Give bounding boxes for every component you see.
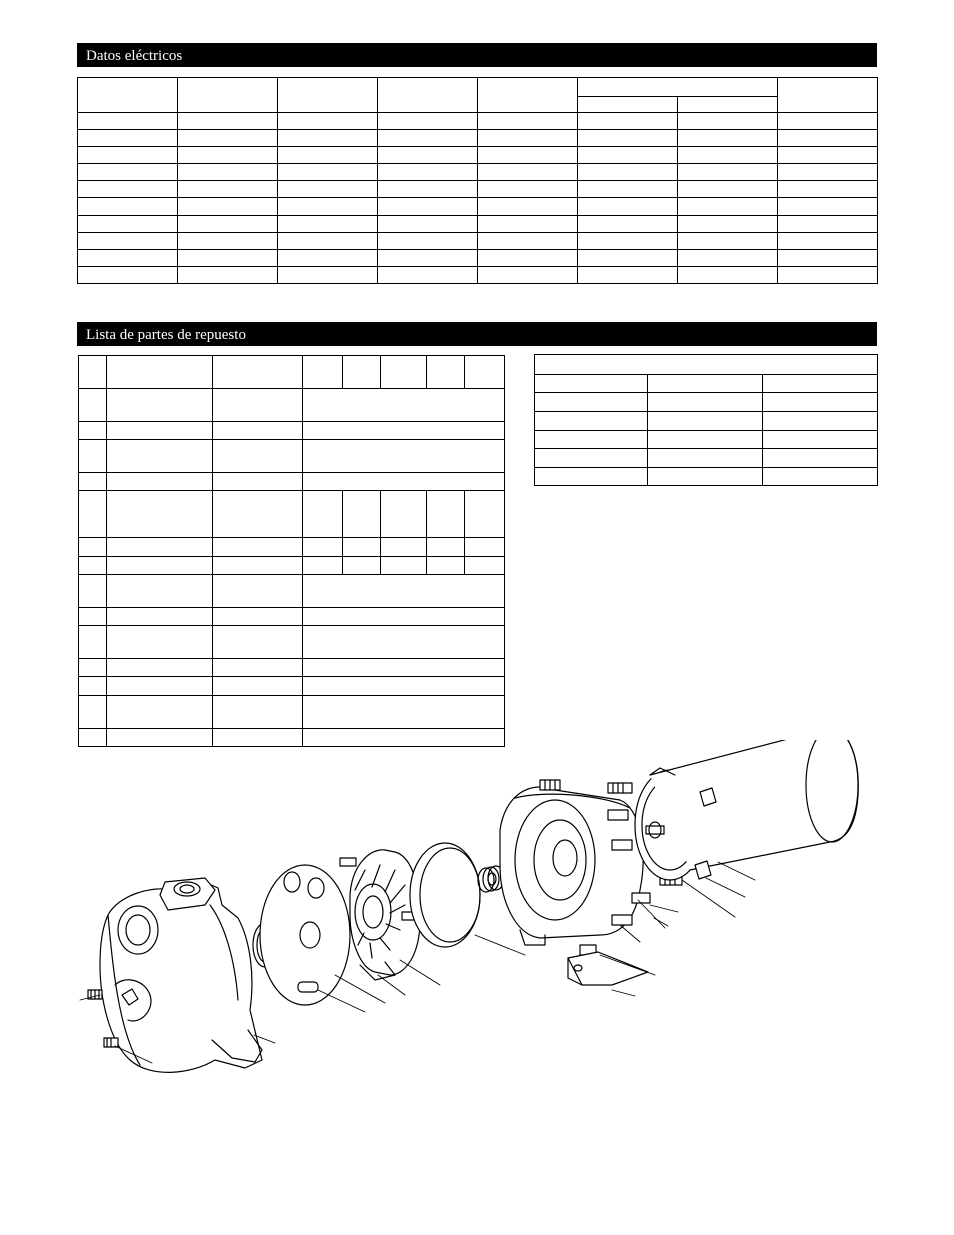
header-cell bbox=[778, 78, 878, 113]
table-row bbox=[78, 164, 878, 181]
table-row bbox=[78, 249, 878, 266]
subheader-cell bbox=[578, 97, 678, 113]
pump-exploded-diagram bbox=[0, 740, 954, 1120]
table-row bbox=[78, 130, 878, 147]
table-row bbox=[535, 449, 878, 468]
header-cell bbox=[178, 78, 278, 113]
table-row bbox=[78, 181, 878, 198]
electrical-data-table bbox=[77, 77, 878, 284]
table-row bbox=[79, 626, 505, 659]
table-row bbox=[79, 421, 505, 439]
header-cell bbox=[378, 78, 478, 113]
impeller bbox=[410, 843, 480, 947]
table-row bbox=[79, 607, 505, 625]
secondary-parts-table bbox=[534, 354, 878, 486]
electrical-data-header bbox=[77, 43, 877, 67]
table-row bbox=[79, 575, 505, 608]
table-row bbox=[535, 375, 878, 393]
diffuser-plate bbox=[260, 865, 350, 1005]
table-row bbox=[79, 556, 505, 574]
table-row bbox=[79, 658, 505, 676]
table-row bbox=[78, 113, 878, 130]
parts-list-table bbox=[78, 355, 505, 747]
table-row bbox=[535, 393, 878, 412]
table-row bbox=[78, 232, 878, 249]
table-row bbox=[79, 538, 505, 556]
subheader-cell bbox=[678, 97, 778, 113]
pump-housing bbox=[100, 878, 262, 1072]
table-row bbox=[535, 468, 878, 486]
table-row bbox=[79, 472, 505, 490]
table-row bbox=[79, 388, 505, 421]
table-row bbox=[79, 356, 505, 389]
table-row bbox=[79, 677, 505, 695]
table-row bbox=[535, 355, 878, 375]
parts-list-header bbox=[77, 322, 877, 346]
header-group-cell bbox=[578, 78, 778, 97]
header-cell bbox=[78, 78, 178, 113]
table-row bbox=[79, 695, 505, 728]
table-row bbox=[78, 198, 878, 215]
table-row bbox=[535, 431, 878, 449]
table-row bbox=[79, 491, 505, 538]
header-cell bbox=[278, 78, 378, 113]
electrical-data-title: Datos eléctricos bbox=[86, 48, 183, 64]
table-row bbox=[79, 439, 505, 472]
table-row bbox=[78, 147, 878, 164]
header-cell bbox=[478, 78, 578, 113]
table-row bbox=[535, 412, 878, 431]
parts-list-title: Lista de partes de repuesto bbox=[86, 327, 246, 343]
table-row bbox=[78, 215, 878, 232]
table-row bbox=[78, 266, 878, 283]
